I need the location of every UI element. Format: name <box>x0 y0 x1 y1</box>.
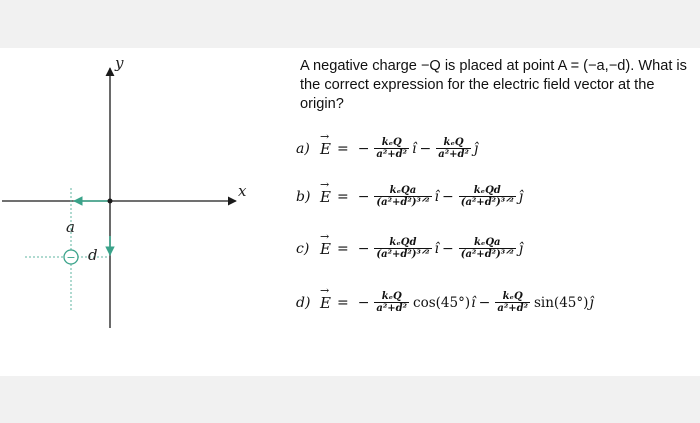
minus: − <box>441 188 454 205</box>
denominator: (a²+d²)³ᐟ² <box>376 249 430 260</box>
numerator: kₑQ <box>381 137 402 148</box>
fraction <box>459 237 516 260</box>
denominator: a²+d² <box>438 149 469 160</box>
option-c[interactable] <box>296 237 523 260</box>
denominator: a²+d² <box>376 303 408 314</box>
origin-dot <box>108 199 113 204</box>
denominator: a²+d² <box>376 149 408 160</box>
a-label: a <box>66 218 75 236</box>
x-axis-label: x <box>238 182 247 200</box>
fraction <box>374 137 409 160</box>
option-a[interactable] <box>296 137 478 160</box>
e-vector: → E <box>320 188 331 206</box>
denominator: (a²+d²)³ᐟ² <box>376 197 430 208</box>
numerator: kₑQa <box>473 237 501 248</box>
cos-term: cos(45°) <box>413 294 471 311</box>
sign: − <box>357 188 370 205</box>
equals: = <box>336 294 349 311</box>
fraction <box>459 185 516 208</box>
i-hat: î <box>434 240 439 257</box>
e-vector: → E <box>320 140 331 158</box>
minus: − <box>419 140 432 157</box>
numerator: kₑQ <box>502 291 523 302</box>
content-card <box>0 48 700 376</box>
j-hat: ĵ <box>473 140 479 157</box>
fraction <box>495 291 530 314</box>
numerator: kₑQd <box>389 237 417 248</box>
denominator: (a²+d²)³ᐟ² <box>460 249 514 260</box>
option-label: a) <box>296 140 310 157</box>
equals: = <box>336 188 349 205</box>
sign: − <box>357 240 370 257</box>
e-vector: → E <box>320 240 331 258</box>
numerator: kₑQ <box>443 137 464 148</box>
minus: − <box>441 240 454 257</box>
fraction <box>374 291 409 314</box>
option-label: b) <box>296 188 311 205</box>
fraction <box>436 137 471 160</box>
coordinate-diagram <box>0 48 285 376</box>
minus: − <box>478 294 491 311</box>
denominator: a²+d² <box>497 303 528 314</box>
d-label: d <box>88 246 98 264</box>
sign: − <box>357 294 370 311</box>
denominator: (a²+d²)³ᐟ² <box>460 197 514 208</box>
j-hat: ĵ <box>589 294 594 311</box>
numerator: kₑQ <box>381 291 402 302</box>
i-hat: î <box>434 188 439 205</box>
y-axis-label: y <box>115 54 124 72</box>
numerator: kₑQa <box>389 185 417 196</box>
i-hat: î <box>471 294 476 311</box>
j-hat: ĵ <box>518 188 524 205</box>
sin-term: sin(45°) <box>533 294 589 311</box>
fraction <box>374 237 431 260</box>
numerator: kₑQd <box>473 185 501 196</box>
sign: − <box>357 140 370 157</box>
equals: = <box>336 240 349 257</box>
option-b[interactable] <box>296 185 523 208</box>
option-d[interactable] <box>296 291 594 314</box>
e-vector: → E <box>320 294 331 312</box>
equals: = <box>336 140 349 157</box>
question-text: A negative charge −Q is placed at point A = (−a,−d). What is the correct expression for the electric field vector at the origin? <box>300 58 687 112</box>
j-hat: ĵ <box>518 240 524 257</box>
option-label: d) <box>296 294 311 311</box>
charge-sign: − <box>66 251 76 264</box>
i-hat: î <box>412 140 417 157</box>
option-label: c) <box>296 240 310 257</box>
fraction <box>374 185 431 208</box>
